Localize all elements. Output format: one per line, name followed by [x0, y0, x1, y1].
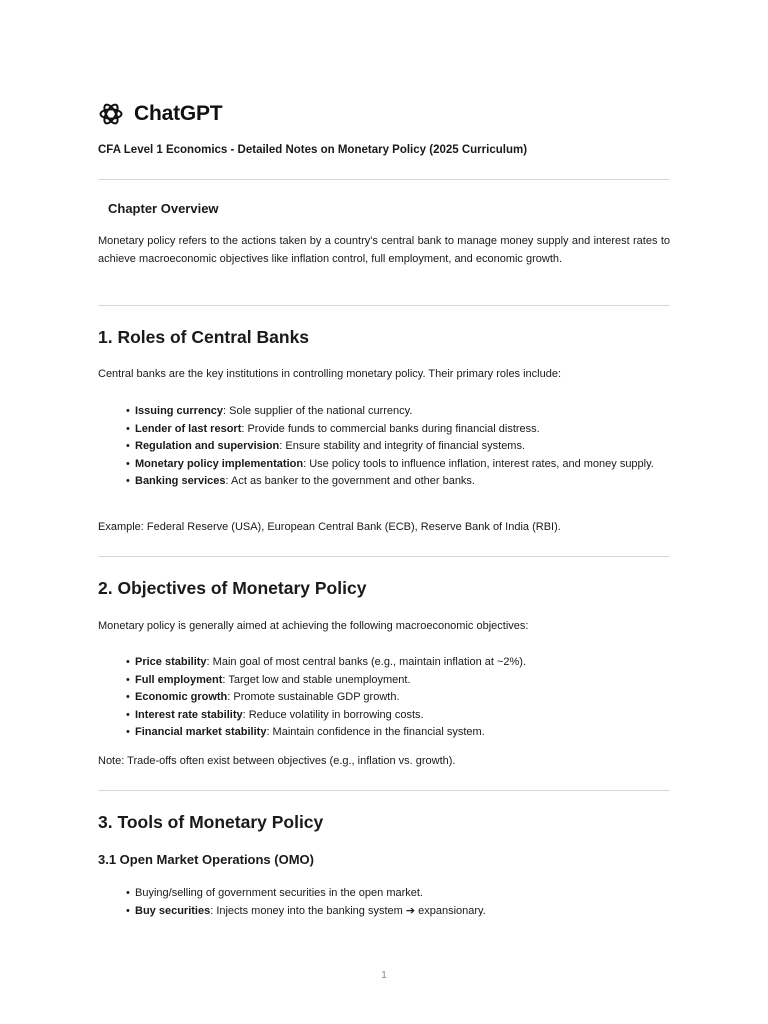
section-3-1-list	[126, 885, 666, 920]
section-1-intro: Central banks are the key institutions in controlling monetary policy. Their primary roles include:	[98, 368, 562, 380]
section-2-list	[126, 654, 666, 742]
overview-heading: Chapter Overview	[108, 201, 219, 216]
list-item: • Monetary policy implementation: Use policy tools to influence inflation, interest rates, and money supply.	[126, 456, 666, 474]
list-item: • Financial market stability: Maintain confidence in the financial system.	[126, 724, 666, 742]
list-item: • Issuing currency: Sole supplier of the national currency.	[126, 403, 666, 421]
list-item: • Price stability: Main goal of most central banks (e.g., maintain inflation at ~2%).	[126, 654, 666, 672]
list-item: • Economic growth: Promote sustainable GDP growth.	[126, 689, 666, 707]
document-title: CFA Level 1 Economics - Detailed Notes on Monetary Policy (2025 Curriculum)	[98, 144, 528, 156]
page-number: 1	[381, 970, 387, 981]
section-2-intro: Monetary policy is generally aimed at achieving the following macroeconomic objectives:	[98, 620, 529, 632]
divider	[98, 556, 670, 557]
section-1-example: Example: Federal Reserve (USA), European Central Bank (ECB), Reserve Bank of India (RBI).	[98, 521, 561, 533]
brand-header	[98, 100, 222, 128]
section-2-heading: 2. Objectives of Monetary Policy	[98, 578, 367, 598]
divider	[98, 305, 670, 306]
divider	[98, 179, 670, 180]
section-3-heading: 3. Tools of Monetary Policy	[98, 812, 324, 832]
list-item: • Regulation and supervision: Ensure stability and integrity of financial systems.	[126, 438, 666, 456]
list-item: • Buying/selling of government securities in the open market.	[126, 885, 666, 903]
list-item: • Full employment: Target low and stable unemployment.	[126, 672, 666, 690]
overview-text: Monetary policy refers to the actions taken by a country's central bank to manage money supply and interest rates to achieve macroeconomic objectives like inflation control, full employment, and economic growth.	[98, 235, 670, 265]
brand-name: ChatGPT	[134, 102, 223, 125]
section-2-note: Note: Trade-offs often exist between objectives (e.g., inflation vs. growth).	[98, 755, 456, 767]
list-item: • Banking services: Act as banker to the government and other banks.	[126, 473, 666, 491]
divider	[98, 790, 670, 791]
section-1-list	[126, 403, 666, 491]
list-item: • Buy securities: Injects money into the banking system ➔ expansionary.	[126, 903, 666, 921]
list-item: • Interest rate stability: Reduce volatility in borrowing costs.	[126, 707, 666, 725]
list-item: • Lender of last resort: Provide funds to commercial banks during financial distress.	[126, 421, 666, 439]
openai-logo-icon	[98, 101, 124, 127]
section-1-heading: 1. Roles of Central Banks	[98, 327, 310, 347]
section-3-1-heading: 3.1 Open Market Operations (OMO)	[98, 852, 314, 867]
